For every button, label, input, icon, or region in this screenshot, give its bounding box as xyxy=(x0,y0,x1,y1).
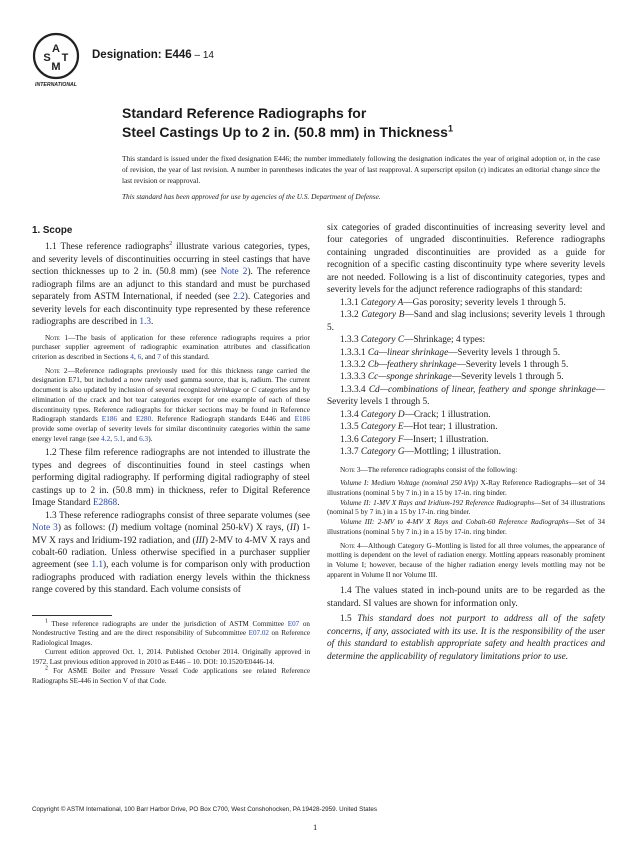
category-list-item: 1.3.4 Category D—Crack; 1 illustration. xyxy=(340,409,491,420)
category-list-item: 1.3.3.1 Ca—linear shrinkage—Severity levels 1 through 5. xyxy=(340,347,561,358)
link-e07[interactable]: E07 xyxy=(287,619,300,628)
volume-3: Volume III: 2-MV to 4-MV X Rays and Cobalt-60 Reference Radiographs—Set of 34 illustrations (nominal 5 by 7 in.) in a 15 by 17-in. ring binder. xyxy=(327,517,605,536)
left-column xyxy=(32,222,310,686)
paragraph-1-4: 1.4 The values stated in inch-pound units are to be regarded as the standard. SI values are shown for information only. xyxy=(327,586,605,609)
link-4-2[interactable]: 4.2 xyxy=(101,433,111,443)
paragraph-1-1: 1.1 These reference radiographs$^2$ illustrate various categories, types, and severity levels of discontinuities occurring in steel castings that have section thicknesses up to 2 in. (50.8 mm) (see Note 2). The reference radiograph films are an adjunct to this standard and must be purchased separately from ASTM International, if needed (see 2.2). Categories and severity levels for each discontinuity type represented by these reference radiographs are described in 1.3. xyxy=(32,241,310,328)
link-section-7[interactable]: 7 xyxy=(157,352,161,362)
category-list-item: 1.3.2 Category B—Sand and slag inclusions; severity levels 1 through 5. xyxy=(327,310,605,333)
copyright-line: Copyright © ASTM International, 100 Barr Harbor Drive, PO Box C700, West Conshohocken, PA 19428-2959. United States xyxy=(32,806,377,813)
category-list-item: 1.3.1 Category A—Gas porosity; severity levels 1 through 5. xyxy=(340,297,566,308)
svg-text:M: M xyxy=(51,61,61,73)
volume-1: Volume I: Medium Voltage (nominal 250 kVp) X-Ray Reference Radiographs—set of 34 illustrations (nominal 5 by 7 in.) in a 15 by 17-in. ring binder. xyxy=(327,478,606,498)
link-e280[interactable]: E280 xyxy=(135,414,152,424)
svg-text:A: A xyxy=(52,43,60,55)
paragraph-1-2: 1.2 These film reference radiographs are not intended to illustrate the types and degrees of discontinuities found in steel castings when performing digital radiography. If performing digital radiography of steel castings up to 2 in. (50.8 mm) in thickness, refer to Digital Reference Image Standard E2868. xyxy=(32,448,310,509)
page-number: 1 xyxy=(313,822,318,832)
category-list-item: 1.3.3.4 Cd—combinations of linear, feathery and sponge shrinkage—Severity levels 1 through 5. xyxy=(327,384,605,408)
note-3: Note 3—The reference radiographs consist of the following: xyxy=(340,464,518,474)
note-1: Note 1—The basis of application for these reference radiographs requires a prior purchaser supplier agreement of radiographic examination attributes and classification criterion as described in Sections 4, 6, and 7 of this standard. xyxy=(32,332,310,362)
section-heading-scope: 1. Scope xyxy=(32,225,73,236)
link-section-6[interactable]: 6 xyxy=(137,352,142,362)
link-5-1[interactable]: 5.1 xyxy=(113,433,124,443)
title-line-2: Steel Castings Up to 2 in. (50.8 mm) in Thickness$^1$ xyxy=(122,123,453,140)
svg-text:S: S xyxy=(43,52,51,64)
document-title xyxy=(122,104,602,142)
svg-text:INTERNATIONAL: INTERNATIONAL xyxy=(35,82,77,88)
designation: Designation: E446 – 14 xyxy=(92,49,214,61)
link-2-2[interactable]: 2.2 xyxy=(233,292,245,303)
link-e2868[interactable]: E2868 xyxy=(92,498,118,509)
footnote-divider xyxy=(32,615,112,616)
intro-issuance-note: This standard is issued under the fixed designation E446; the number immediately following the designation indicates the year of original adoption or, in the case of revision, the year of last revision. A number in parentheses indicates the year of last reapproval. A superscript epsilon (ε) indicates an editorial change since the last revision or reapproval. xyxy=(122,154,600,185)
astm-logo xyxy=(30,32,82,88)
footnote-1: $^1$ These reference radiographs are under the jurisdiction of ASTM Committee E07 on Nondestructive Testing and are the direct responsibility of Subcommittee E07.02 on Reference Radiological Images. xyxy=(32,618,310,647)
category-list-item: 1.3.3.3 Cc—sponge shrinkage—Severity levels 1 through 5. xyxy=(340,372,564,383)
footnote-2: $^2$ For ASME Boiler and Pressure Vessel Code applications see related Reference Radiographs SE-446 in Section V of that Code. xyxy=(32,665,310,685)
link-note-3[interactable]: Note 3 xyxy=(32,523,58,534)
category-list xyxy=(327,297,605,459)
paragraph-1-5: 1.5 This standard does not purport to address all of the safety concerns, if any, associated with its use. It is the responsibility of the user of this standard to establish appropriate safety and health practices and determine the applicability of regulatory limitations prior to use. xyxy=(327,614,605,662)
note-4: Note 4—Although Category G–Mottling is listed for all three volumes, the appearance of mottling is dependent on the level of radiation energy. Mottling appears reasonably prominent in Volume I; however, because of the higher radiation energy levels mottling may not be apparent in Volume II nor Volume III. xyxy=(327,540,605,579)
category-list-item: 1.3.5 Category E—Hot tear; 1 illustration. xyxy=(340,422,498,433)
category-list-item: 1.3.6 Category F—Insert; 1 illustration. xyxy=(340,434,489,445)
link-note-2[interactable]: Note 2 xyxy=(220,267,248,278)
category-list-item: 1.3.3.2 Cb—feathery shrinkage—Severity levels 1 through 5. xyxy=(340,359,569,370)
link-e186-2[interactable]: E186 xyxy=(294,414,310,424)
title-line-1: Standard Reference Radiographs for xyxy=(122,105,367,121)
footnote-1-edition: Current edition approved Oct. 1, 2014. Published October 2014. Originally approved in 1972. Last previous edition approved in 2010 as E446 – 10. DOI: 10.1520/E0446-14. xyxy=(32,648,310,666)
paragraph-1-3: 1.3 These reference radiographs consist of three separate volumes (see Note 3) as follows: (I) medium voltage (nominal 250-kV) X rays, (II) 1-MV X rays and Iridium-192 radiation, and (III) 2-MV to 4-MV X rays and cobalt-60 radiation. Unless otherwise specified in a purchaser supplier agreement (see 1.1), each volume is for comparison only with production radiographs produced with radiation energy levels within the thickness range covered by this standard. Each volume consists of xyxy=(32,510,310,596)
paragraph-1-3-continued: six categories of graded discontinuities of increasing severity level and four categories of ungraded discontinuities. Reference radiographs containing ungraded discontinuities are provided as a guide for recognition of a specific casting discontinuity type where severity levels are not needed. Following is a list of discontinuity categories, types and severity levels for the adjunct reference radiographs of this standard: xyxy=(327,223,605,296)
right-column xyxy=(327,222,605,663)
category-list-item: 1.3.3 Category C—Shrinkage; 4 types: xyxy=(340,335,486,346)
link-1-3[interactable]: 1.3 xyxy=(139,317,152,328)
link-section-4[interactable]: 4 xyxy=(130,352,134,362)
link-e07-02[interactable]: E07.02 xyxy=(248,629,269,638)
volume-2: Volume II: 1-MV X Rays and Iridium-192 Reference Radiographs—Set of 34 illustrations (nominal 5 by 7 in.) in a 15 by 17-in. ring binder. xyxy=(327,497,606,517)
category-list-item: 1.3.7 Category G—Mottling; 1 illustration. xyxy=(340,447,501,458)
note-2: Note 2—Reference radiographs previously used for this thickness range carried the designation E71, but included a now rarely used gamma source, that is, radium. The current document is also updated by inclusion of several recognized shrinkage or C categories and by elimination of the crack and hot tear categories except for one example of each of these discontinuity types. Reference radiographs for thicker sections may be found in Reference Radiograph standards E186 and E280. Reference Radiograph standards E446 and E186 provide some overlap of severity levels for similar discontinuity categories within the same energy level range (see 4.2, 5.1, and 6.3). xyxy=(32,365,310,443)
link-1-1[interactable]: 1.1 xyxy=(91,560,104,571)
intro-dod-approval: This standard has been approved for use by agencies of the U.S. Department of Defense. xyxy=(122,192,381,202)
standard-intro xyxy=(122,154,600,209)
link-6-3[interactable]: 6.3 xyxy=(139,433,149,443)
link-e186[interactable]: E186 xyxy=(101,414,118,424)
svg-text:T: T xyxy=(61,52,69,64)
